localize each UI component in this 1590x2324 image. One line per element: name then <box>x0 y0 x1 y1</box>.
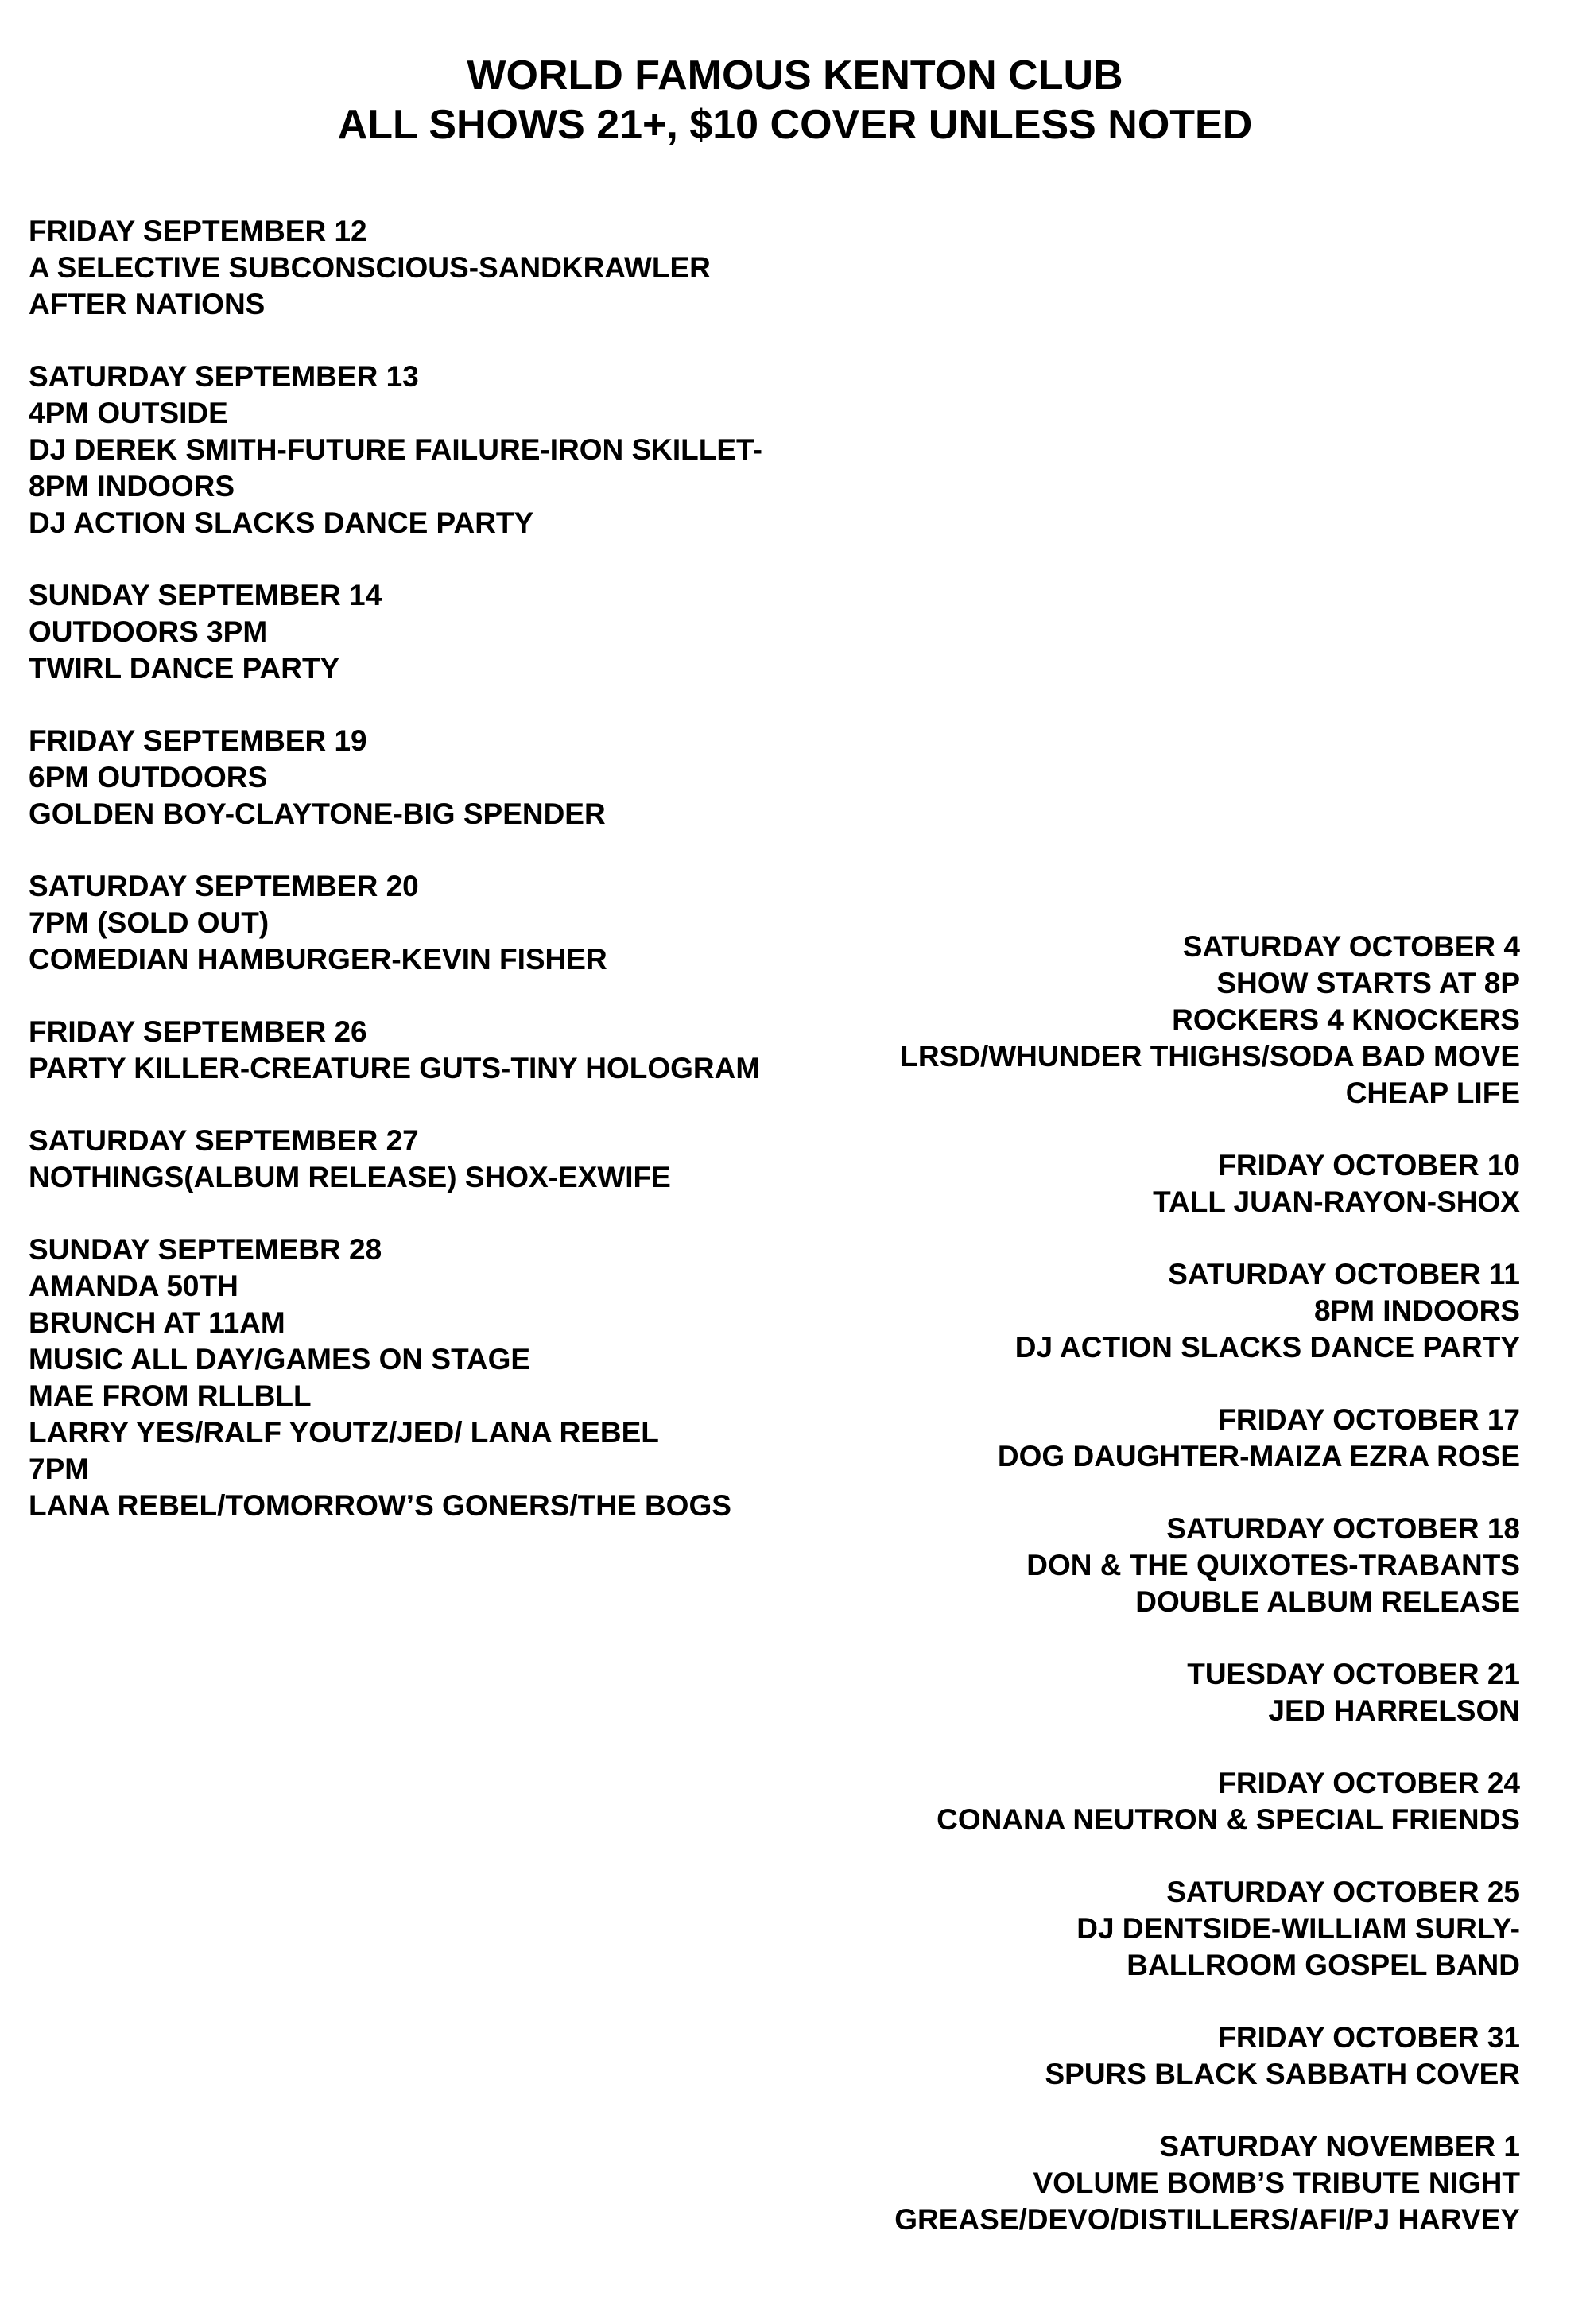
event-listing <box>805 1874 1520 1984</box>
event-detail: TWIRL DANCE PARTY <box>29 652 340 685</box>
event-date: SATURDAY OCTOBER 18 <box>1166 1512 1520 1545</box>
event-detail: AMANDA 50TH <box>29 1270 238 1302</box>
event-listing <box>29 1123 855 1196</box>
september-events-column <box>29 213 855 1560</box>
page-title: WORLD FAMOUS KENTON CLUB <box>467 52 1123 99</box>
event-detail: MAE FROM RLLBLL <box>29 1379 312 1412</box>
event-listing <box>29 359 855 541</box>
event-detail: 8PM INDOORS <box>29 470 235 502</box>
event-detail: COMEDIAN HAMBURGER-KEVIN FISHER <box>29 943 607 976</box>
event-listing <box>805 1402 1520 1475</box>
event-detail: BRUNCH AT 11AM <box>29 1306 285 1339</box>
event-detail: 7PM <box>29 1453 90 1485</box>
event-detail: DJ DENTSIDE-WILLIAM SURLY- <box>1076 1912 1520 1945</box>
event-listing <box>805 1765 1520 1838</box>
event-date: SATURDAY SEPTEMBER 27 <box>29 1124 419 1157</box>
event-listing <box>805 1147 1520 1220</box>
page-header <box>0 51 1590 149</box>
event-detail: CHEAP LIFE <box>1345 1077 1520 1109</box>
event-date: SATURDAY SEPTEMBER 20 <box>29 870 419 902</box>
event-listing <box>805 929 1520 1112</box>
event-listing <box>29 868 855 978</box>
event-date: SATURDAY OCTOBER 4 <box>1182 930 1520 963</box>
event-detail: LRSD/WHUNDER THIGHS/SODA BAD MOVE <box>900 1040 1520 1073</box>
event-detail: ROCKERS 4 KNOCKERS <box>1172 1003 1520 1036</box>
event-detail: 8PM INDOORS <box>1313 1294 1520 1327</box>
event-detail: PARTY KILLER-CREATURE GUTS-TINY HOLOGRAM <box>29 1052 761 1084</box>
event-detail: DJ ACTION SLACKS DANCE PARTY <box>29 506 534 539</box>
event-date: FRIDAY OCTOBER 17 <box>1218 1403 1520 1436</box>
event-listing <box>805 2019 1520 2093</box>
event-detail: NOTHINGS(ALBUM RELEASE) SHOX-EXWIFE <box>29 1161 671 1193</box>
event-date: SATURDAY OCTOBER 25 <box>1166 1876 1520 1908</box>
event-detail: DON & THE QUIXOTES-TRABANTS <box>1026 1549 1520 1581</box>
event-detail: CONANA NEUTRON & SPECIAL FRIENDS <box>937 1803 1520 1836</box>
event-detail: GOLDEN BOY-CLAYTONE-BIG SPENDER <box>29 797 606 830</box>
event-listing <box>805 1256 1520 1366</box>
event-date: SUNDAY SEPTEMEBR 28 <box>29 1233 382 1266</box>
event-date: SATURDAY SEPTEMBER 13 <box>29 360 419 393</box>
event-date: FRIDAY SEPTEMBER 19 <box>29 724 367 757</box>
event-date: TUESDAY OCTOBER 21 <box>1187 1658 1520 1690</box>
event-detail: MUSIC ALL DAY/GAMES ON STAGE <box>29 1343 531 1375</box>
event-detail: SHOW STARTS AT 8P <box>1216 967 1520 999</box>
event-listing <box>29 213 855 323</box>
event-detail: LARRY YES/RALF YOUTZ/JED/ LANA REBEL <box>29 1416 659 1449</box>
event-date: FRIDAY OCTOBER 31 <box>1218 2021 1520 2054</box>
event-detail: LANA REBEL/TOMORROW’S GONERS/THE BOGS <box>29 1489 731 1522</box>
event-detail: DJ DEREK SMITH-FUTURE FAILURE-IRON SKILLET- <box>29 433 762 466</box>
event-detail: 4PM OUTSIDE <box>29 397 228 429</box>
event-listing <box>29 723 855 832</box>
event-detail: JED HARRELSON <box>1268 1694 1520 1727</box>
event-detail: BALLROOM GOSPEL BAND <box>1127 1949 1520 1981</box>
event-listing <box>805 2128 1520 2238</box>
event-date: SUNDAY SEPTEMBER 14 <box>29 579 382 611</box>
event-detail: GREASE/DEVO/DISTILLERS/AFI/PJ HARVEY <box>894 2203 1520 2236</box>
event-date: SATURDAY NOVEMBER 1 <box>1159 2130 1520 2163</box>
event-detail: DJ ACTION SLACKS DANCE PARTY <box>1014 1331 1520 1364</box>
event-detail: TALL JUAN-RAYON-SHOX <box>1153 1185 1520 1218</box>
event-detail: 7PM (SOLD OUT) <box>29 906 270 939</box>
event-date: FRIDAY SEPTEMBER 26 <box>29 1015 367 1048</box>
event-listing <box>29 577 855 687</box>
event-date: SATURDAY OCTOBER 11 <box>1168 1258 1520 1290</box>
event-detail: DOUBLE ALBUM RELEASE <box>1135 1585 1520 1618</box>
event-detail: AFTER NATIONS <box>29 288 266 320</box>
page-subtitle: ALL SHOWS 21+, $10 COVER UNLESS NOTED <box>337 102 1253 148</box>
october-events-column <box>805 929 1520 2274</box>
event-date: FRIDAY OCTOBER 24 <box>1218 1767 1520 1799</box>
event-detail: SPURS BLACK SABBATH COVER <box>1045 2058 1520 2090</box>
event-detail: A SELECTIVE SUBCONSCIOUS-SANDKRAWLER <box>29 251 711 284</box>
event-detail: VOLUME BOMB’S TRIBUTE NIGHT <box>1033 2167 1520 2199</box>
event-date: FRIDAY OCTOBER 10 <box>1218 1149 1520 1181</box>
event-detail: 6PM OUTDOORS <box>29 761 268 793</box>
event-listing <box>805 1656 1520 1729</box>
event-date: FRIDAY SEPTEMBER 12 <box>29 215 367 247</box>
event-detail: OUTDOORS 3PM <box>29 615 268 648</box>
event-listing <box>805 1511 1520 1620</box>
event-detail: DOG DAUGHTER-MAIZA EZRA ROSE <box>997 1440 1520 1472</box>
event-listing <box>29 1232 855 1524</box>
event-listing <box>29 1014 855 1087</box>
